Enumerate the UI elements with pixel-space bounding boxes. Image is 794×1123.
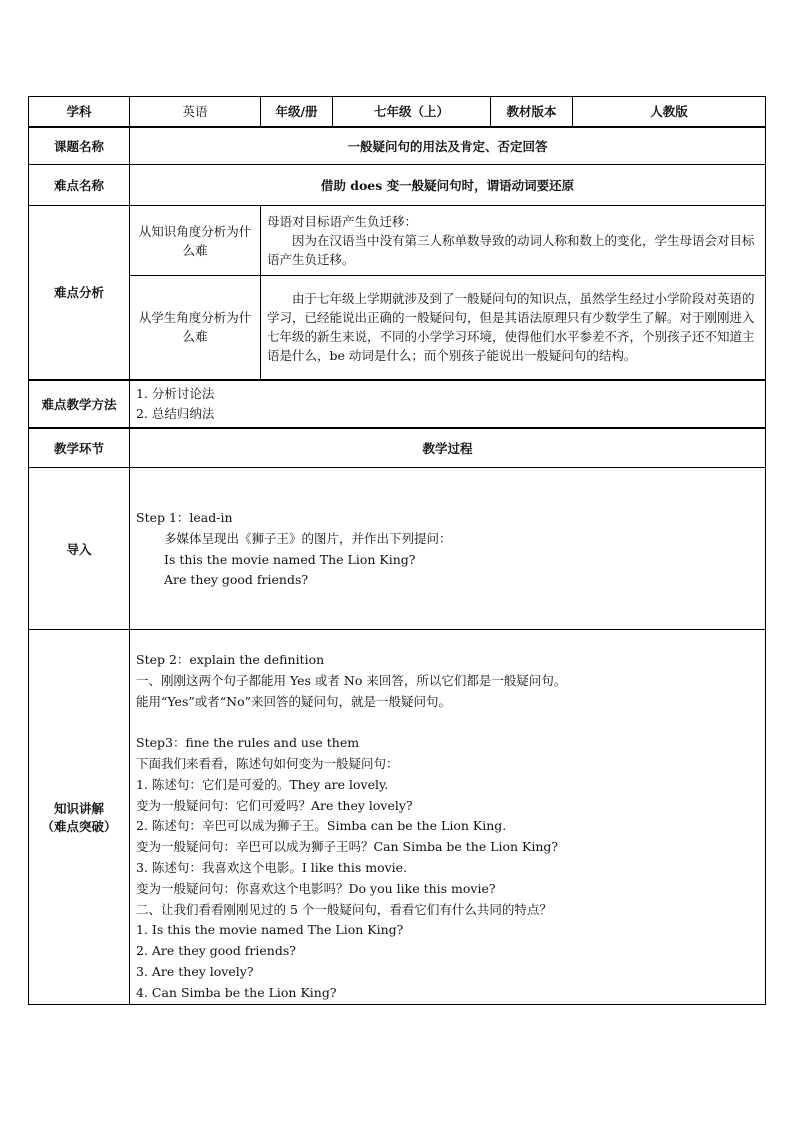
process-header-row xyxy=(29,428,766,468)
knowledge-label-sub: （难点突破） xyxy=(41,819,117,834)
subject-label: 学科 xyxy=(29,97,130,127)
knowledge-row xyxy=(29,630,766,1005)
topic-value: 一般疑问句的用法及肯定、否定回答 xyxy=(130,127,766,165)
edition-value: 人教版 xyxy=(573,97,766,127)
knowledge-line: 1. 陈述句：它们是可爱的。They are lovely. xyxy=(136,776,389,792)
intro-label: 导入 xyxy=(29,468,130,630)
method-item: 1. 分析讨论法 xyxy=(136,385,215,401)
analysis-label: 难点分析 xyxy=(29,206,130,380)
knowledge-content xyxy=(130,630,766,1005)
knowledge-line: 变为一般疑问句：它们可爱吗？Are they lovely? xyxy=(136,797,413,813)
knowledge-label-main: 知识讲解 xyxy=(53,801,104,816)
methods-label: 难点教学方法 xyxy=(29,380,130,428)
knowledge-step3: Step3：fine the rules and use them xyxy=(136,735,360,751)
knowledge-line: 一、刚刚这两个句子都能用 Yes 或者 No 来回答，所以它们都是一般疑问句。 xyxy=(136,672,567,688)
analysis-knowledge-line-2: 因为在汉语当中没有第三人称单数导致的动词人称和数上的变化，学生母语会对目标语产生负迁移。 xyxy=(267,233,755,267)
analysis-knowledge-line-1: 母语对目标语产生负迁移： xyxy=(267,214,418,229)
knowledge-line: 4. Can Simba be the Lion King? xyxy=(136,984,337,1000)
analysis-student-row xyxy=(29,276,766,380)
knowledge-step2: Step 2：explain the definition xyxy=(136,652,325,667)
difficulty-row xyxy=(29,165,766,206)
analysis-knowledge-text xyxy=(261,206,766,276)
difficulty-value: 借助 does 变一般疑问句时，谓语动词要还原 xyxy=(130,165,766,206)
intro-question-1: Is this the movie named The Lion King? xyxy=(164,551,416,567)
intro-content xyxy=(130,468,766,630)
grade-value: 七年级（上） xyxy=(333,97,491,127)
intro-step: Step 1：lead-in xyxy=(136,510,233,525)
method-item: 2. 总结归纳法 xyxy=(136,405,215,421)
edition-label: 教材版本 xyxy=(491,97,573,127)
knowledge-line: 变为一般疑问句：辛巴可以成为狮子王吗？Can Simba be the Lion King? xyxy=(136,839,559,855)
methods-row xyxy=(29,380,766,428)
grade-label: 年级/册 xyxy=(261,97,333,127)
knowledge-label xyxy=(29,630,130,1005)
intro-line: 多媒体呈现出《狮子王》的图片，并作出下列提问： xyxy=(164,530,452,546)
intro-question-2: Are they good friends? xyxy=(164,572,309,588)
knowledge-line: 3. 陈述句：我喜欢这个电影。I like this movie. xyxy=(136,859,408,875)
knowledge-line: 2. Are they good friends? xyxy=(136,943,296,959)
knowledge-line: 能用“Yes”或者“No”来回答的疑问句，就是一般疑问句。 xyxy=(136,693,452,709)
knowledge-line: 二、让我们看看刚刚见过的 5 个一般疑问句，看看它们有什么共同的特点？ xyxy=(136,901,552,917)
spacer xyxy=(136,712,759,733)
lesson-plan-table xyxy=(28,96,766,1005)
difficulty-label: 难点名称 xyxy=(29,165,130,206)
intro-row xyxy=(29,468,766,630)
knowledge-line: 2. 陈述句：辛巴可以成为狮子王。Simba can be the Lion King. xyxy=(136,818,507,834)
analysis-knowledge-row xyxy=(29,206,766,276)
topic-label: 课题名称 xyxy=(29,127,130,165)
knowledge-line: 1. Is this the movie named The Lion King? xyxy=(136,922,404,938)
process-content-label: 教学过程 xyxy=(130,428,766,468)
methods-list xyxy=(130,380,766,428)
analysis-knowledge-label: 从知识角度分析为什么难 xyxy=(130,206,261,276)
subject-value: 英语 xyxy=(130,97,261,127)
knowledge-line: 下面我们来看看，陈述句如何变为一般疑问句： xyxy=(136,755,399,771)
knowledge-line: 变为一般疑问句：你喜欢这个电影吗？Do you like this movie? xyxy=(136,880,496,896)
analysis-student-text: 由于七年级上学期就涉及到了一般疑问句的知识点，虽然学生经过小学阶段对英语的学习，已经能说出正确的一般疑问句，但是其语法原理只有少数学生了解。对于刚刚进入七年级的新生来说，不同的小学学习环境，使得他们水平参差不齐，个别孩子还不知道主语是什么，be 动词是什么；而个别孩子能说出一般疑问句的结构。 xyxy=(261,276,766,380)
header-row xyxy=(29,97,766,127)
knowledge-line: 3. Are they lovely? xyxy=(136,963,254,979)
topic-row xyxy=(29,127,766,165)
analysis-student-label: 从学生角度分析为什么难 xyxy=(130,276,261,380)
process-stage-label: 教学环节 xyxy=(29,428,130,468)
